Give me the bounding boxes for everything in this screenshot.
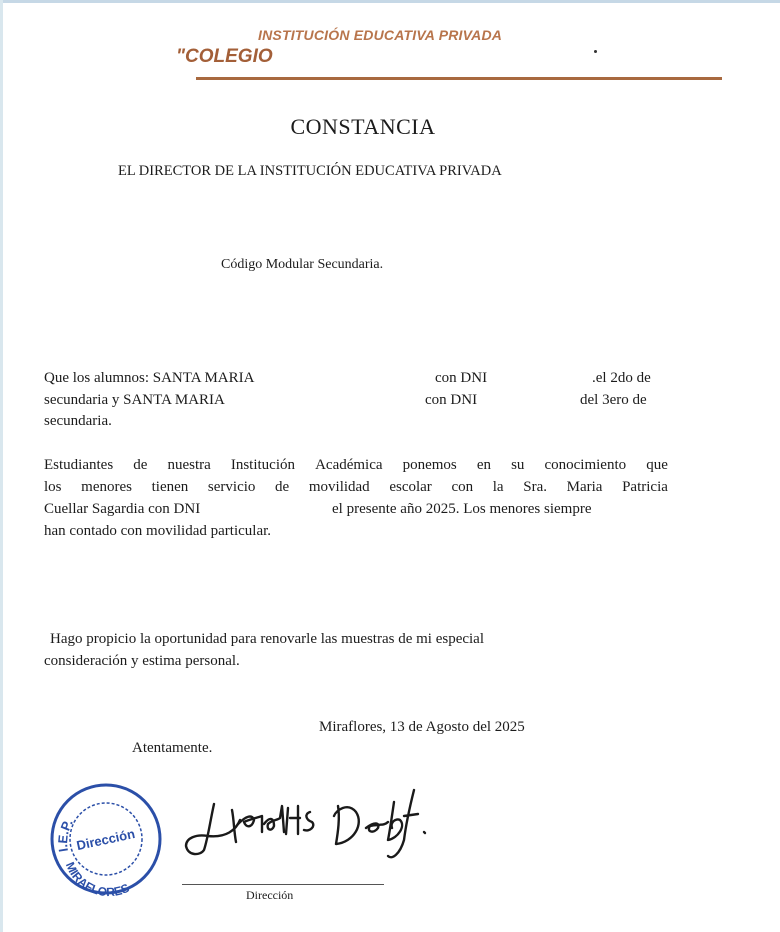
signature-line [182, 884, 384, 885]
stamp-top-text: I.E.P. [55, 816, 76, 853]
header-rule [196, 77, 722, 80]
p2-l2-word: de [275, 479, 290, 495]
p2-l2-word: escolar [389, 479, 432, 495]
p2-l2-word: la [492, 479, 504, 495]
school-stamp [48, 781, 166, 897]
p2-l2-word: Maria [566, 479, 603, 495]
p2-l2-word: menores [81, 479, 132, 495]
closing-text: Atentamente. [132, 740, 213, 756]
p2-l1-word: en [476, 457, 492, 473]
director-signature [178, 776, 448, 868]
stamp-center-text: Dirección [75, 826, 137, 854]
p1-line3: secundaria. [44, 413, 112, 429]
header-institution: INSTITUCIÓN EDUCATIVA PRIVADA [258, 27, 503, 43]
p2-line2 [44, 477, 668, 497]
sig-stroke-hs [286, 806, 300, 834]
p2-l1-word: Estudiantes [44, 457, 114, 473]
p2-line3-end: el presente año 2025. Los menores siempre [332, 501, 592, 517]
p3-line2: consideración y estima personal. [44, 653, 240, 669]
p1-line1-dni: con DNI [435, 370, 488, 386]
p2-l1-word: de [133, 457, 148, 473]
p2-l1-word: conocimiento [544, 457, 627, 473]
p2-l1-word: Académica [315, 457, 383, 473]
codigo-modular: Código Modular Secundaria. [221, 257, 384, 272]
p3-line1: Hago propicio la oportunidad para renovarle las muestras de mi especial [50, 631, 485, 647]
p2-l2-word: los [44, 479, 62, 495]
signature-label: Dirección [246, 888, 294, 902]
p2-l2-word: Sra. [523, 479, 547, 495]
place-date: Miraflores, 13 de Agosto del 2025 [319, 719, 525, 735]
p1-line2-end: del 3ero de [580, 392, 647, 408]
p1-line1-end: .el 2do de [592, 370, 651, 386]
p2-l1-word: que [646, 457, 668, 473]
p2-line3-start: Cuellar Sagardia con DNI [44, 501, 201, 517]
header-school-name: "COLEGIO [176, 46, 273, 67]
p2-l1-word: ponemos [402, 457, 457, 473]
p2-line1 [44, 455, 668, 475]
director-line: EL DIRECTOR DE LA INSTITUCIÓN EDUCATIVA PRIVADA [118, 163, 502, 179]
p2-l2-word: servicio [207, 479, 256, 495]
p2-l1-word: su [511, 457, 525, 473]
sig-stroke-d2 [388, 802, 402, 840]
p2-l2-word: con [451, 479, 474, 495]
p2-line4: han contado con movilidad particular. [44, 523, 272, 539]
sig-stroke-ar [238, 816, 262, 832]
sig-stroke-s [304, 812, 313, 830]
p2-l2-word: tienen [151, 479, 189, 495]
sig-stroke-ol [264, 806, 284, 832]
p1-line2-dni: con DNI [425, 392, 478, 408]
sig-stroke-dot [424, 832, 425, 833]
p1-line1-start: Que los alumnos: SANTA MARIA [44, 370, 255, 386]
header-dot [594, 50, 597, 53]
sig-stroke-e [366, 822, 388, 832]
p2-l1-word: Institución [230, 457, 296, 473]
sig-stroke-d [334, 806, 359, 844]
p2-l2-word: movilidad [308, 479, 370, 495]
p2-l1-word: nuestra [167, 457, 211, 473]
p2-l2-word: Patricia [622, 479, 668, 495]
frame-top-edge [0, 0, 780, 3]
stamp-bottom-text: MIRAFLORES [62, 859, 132, 897]
p1-line2-start: secundaria y SANTA MARIA [44, 392, 225, 408]
page-title: CONSTANCIA [290, 114, 436, 139]
